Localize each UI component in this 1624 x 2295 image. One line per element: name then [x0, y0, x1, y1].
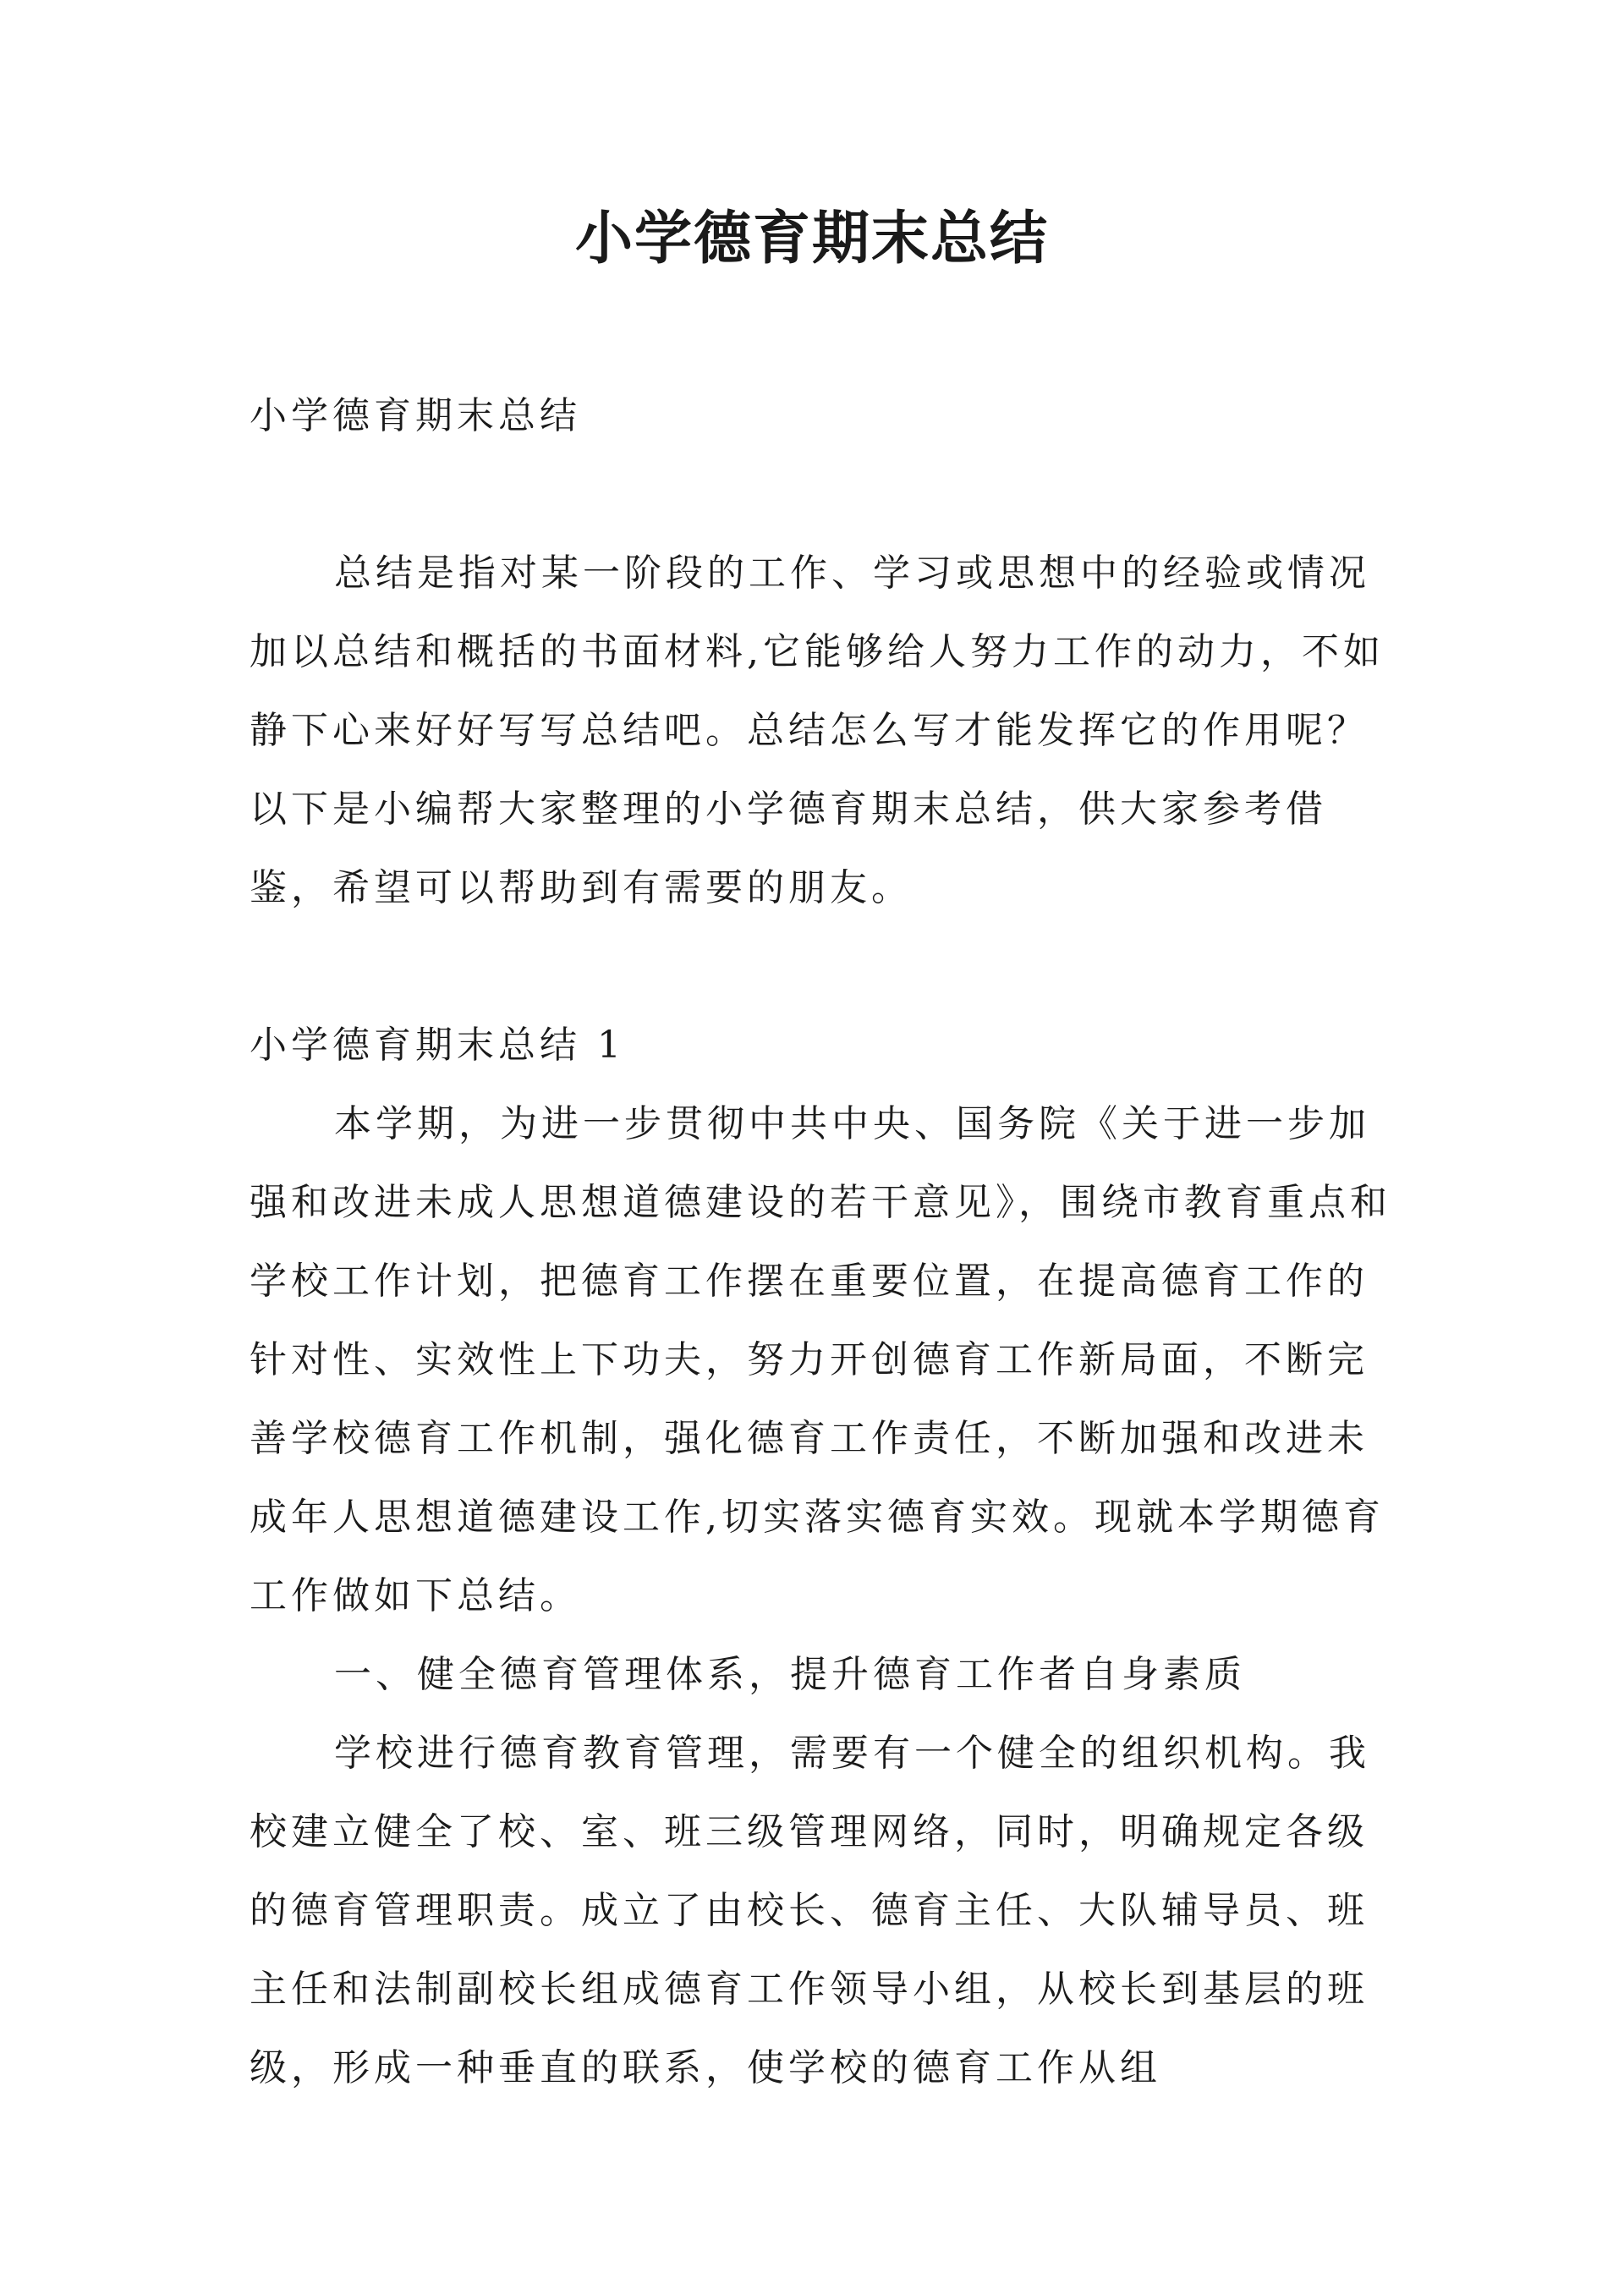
- heading-paragraph: 一、健全德育管理体系，提升德育工作者自身素质: [334, 1653, 1246, 1696]
- document-subtitle: 小学德育期末总结: [250, 394, 581, 437]
- document-body: [250, 376, 1400, 2107]
- document-title: 小学德育期末总结: [574, 205, 1049, 272]
- body-paragraph: 本学期，为进一步贯彻中共中央、国务院《关于进一步加强和改进未成人思想道德建设的若干意见》，围绕市教育重点和学校工作计划，把德育工作摆在重要位置，在提高德育工作的针对性、实效性上下功夫，努力开创德育工作新局面，不断完善学校德育工作机制，强化德育工作责任，不断加强和改进未成年人思想道德建设工作,切实落实德育实效。现就本学期德育工作做如下总结。: [250, 1102, 1391, 1617]
- intro-paragraph: 总结是指对某一阶段的工作、学习或思想中的经验或情况加以总结和概括的书面材料,它能够给人努力工作的动力，不如静下心来好好写写总结吧。总结怎么写才能发挥它的作用呢？以下是小编帮大家整理的小学德育期末总结，供大家参考借鉴，希望可以帮助到有需要的朋友。: [250, 552, 1385, 909]
- section-title: 小学德育期末总结 1: [250, 1024, 625, 1067]
- body-paragraph: 学校进行德育教育管理，需要有一个健全的组织机构。我校建立健全了校、室、班三级管理网络，同时，明确规定各级的德育管理职责。成立了由校长、德育主任、大队辅导员、班主任和法制副校长组成德育工作领导小组，从校长到基层的班级，形成一种垂直的联系，使学校的德育工作从组: [250, 1732, 1370, 2089]
